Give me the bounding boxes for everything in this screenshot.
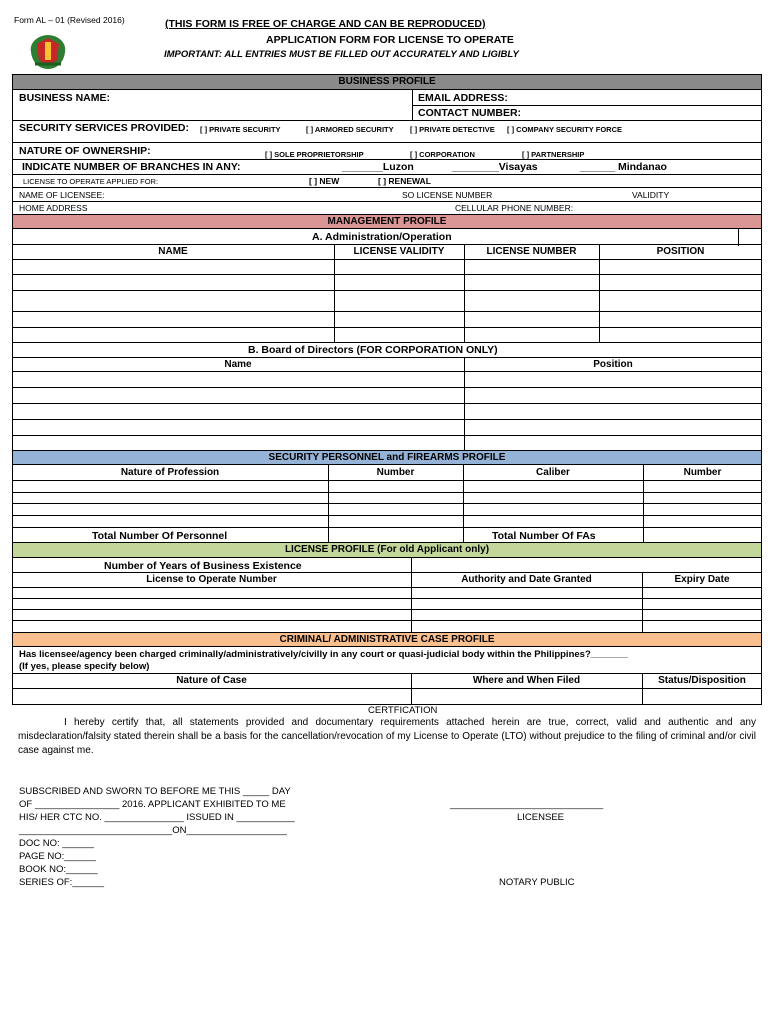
certification-body: I hereby certify that, all statements provided and documentary requirements attached herein are true, correct, valid and authentic and any misdeclaration/falsity stated therein shall be a basis for the cancellation/revocation of my License to Operate (LTO) without prejudice to the filing of criminal and/or civil case against me. (18, 717, 756, 756)
cellphone-field[interactable]: CELLULAR PHONE NUMBER: (455, 203, 574, 213)
ownership-label: NATURE OF OWNERSHIP: (19, 145, 151, 157)
lto-label: LICENSE TO OPERATE APPLIED FOR: (23, 177, 159, 186)
total-personnel-label: Total Number Of Personnel (92, 530, 228, 542)
doc-no-field[interactable]: DOC NO: ______ (19, 838, 94, 849)
col-license-number: LICENSE NUMBER (486, 246, 577, 257)
branches-luzon[interactable]: _______Luzon (342, 161, 414, 173)
notary-line-3: HIS/ HER CTC NO. _______________ ISSUED IN ___________ (19, 812, 295, 823)
ownership-opt-corporation[interactable]: [ ] CORPORATION (410, 150, 475, 159)
so-license-field[interactable]: SO LICENSE NUMBER (402, 190, 493, 200)
col-lto-number: License to Operate Number (146, 574, 277, 585)
certification-title: CERTFICATION (368, 705, 438, 716)
branches-label: INDICATE NUMBER OF BRANCHES IN ANY: (22, 161, 241, 173)
col-personnel-number: Number (376, 467, 415, 478)
col-where-when-filed: Where and When Filed (472, 675, 581, 686)
col-firearms-number: Number (683, 467, 722, 478)
lto-opt-new[interactable]: [ ] NEW (309, 176, 340, 186)
notary-line-2: OF ________________ 2016. APPLICANT EXHIBITED TO ME (19, 799, 286, 810)
validity-field[interactable]: VALIDITY (632, 190, 670, 200)
col-nature-profession: Nature of Profession (120, 467, 220, 478)
criminal-question[interactable]: Has licensee/agency been charged criminally/administratively/civilly in any court or quasi-judicial body within the Philippines?_______ (19, 649, 628, 660)
notary-line-1: SUBSCRIBED AND SWORN TO BEFORE ME THIS _____ DAY (19, 786, 291, 797)
business-name-field[interactable]: BUSINESS NAME: (19, 92, 111, 104)
licensee-label: LICENSEE (517, 812, 564, 823)
book-no-field[interactable]: BOOK NO:______ (19, 864, 98, 875)
services-label: SECURITY SERVICES PROVIDED: (19, 122, 189, 134)
services-opt-armored-security[interactable]: [ ] ARMORED SECURITY (306, 125, 394, 134)
notary-line-4: _____________________________ON___________________ (19, 825, 287, 836)
services-opt-private-security[interactable]: [ ] PRIVATE SECURITY (200, 125, 281, 134)
form-code: Form AL – 01 (Revised 2016) (14, 15, 125, 25)
lto-opt-renewal[interactable]: [ ] RENEWAL (378, 176, 431, 186)
business-profile-band: BUSINESS PROFILE (12, 74, 762, 90)
licensee-signature-line[interactable]: _____________________________ (450, 799, 604, 810)
col-caliber: Caliber (536, 467, 570, 478)
col-position: POSITION (656, 246, 705, 257)
branches-mindanao[interactable]: ______ Mindanao (580, 161, 667, 173)
ownership-opt-partnership[interactable]: [ ] PARTNERSHIP (522, 150, 585, 159)
licensee-name-field[interactable]: NAME OF LICENSEE: (19, 190, 105, 200)
ownership-opt-sole[interactable]: [ ] SOLE PROPRIETORSHIP (265, 150, 364, 159)
branches-visayas[interactable]: ________Visayas (452, 161, 538, 173)
notary-public-label: NOTARY PUBLIC (499, 877, 575, 888)
form-title: APPLICATION FORM FOR LICENSE TO OPERATE (266, 34, 514, 46)
col-status-disposition: Status/Disposition (658, 675, 746, 686)
criminal-profile-band: CRIMINAL/ ADMINISTRATIVE CASE PROFILE (12, 632, 762, 647)
col-name: NAME (158, 246, 188, 257)
page-no-field[interactable]: PAGE NO:______ (19, 851, 96, 862)
email-field[interactable]: EMAIL ADDRESS: (418, 92, 508, 104)
col-authority-date: Authority and Date Granted (461, 574, 592, 585)
col-expiry-date: Expiry Date (674, 574, 730, 585)
free-notice: (THIS FORM IS FREE OF CHARGE AND CAN BE REPRODUCED) (165, 18, 486, 30)
personnel-profile-band: SECURITY PERSONNEL and FIREARMS PROFILE (12, 450, 762, 465)
admin-operation-heading: A. Administration/Operation (312, 231, 452, 243)
criminal-ifyes-note: (If yes, please specify below) (19, 661, 150, 672)
pnp-seal-icon (27, 32, 69, 72)
services-opt-company-security[interactable]: [ ] COMPANY SECURITY FORCE (507, 125, 623, 134)
contact-number-field[interactable]: CONTACT NUMBER: (418, 107, 522, 119)
board-directors-heading: B. Board of Directors (FOR CORPORATION ONLY) (248, 344, 498, 356)
col-license-validity: LICENSE VALIDITY (353, 246, 445, 257)
years-existence-label: Number of Years of Business Existence (104, 560, 302, 572)
col-nature-case: Nature of Case (176, 675, 247, 686)
services-opt-private-detective[interactable]: [ ] PRIVATE DETECTIVE (410, 125, 495, 134)
license-profile-band: LICENSE PROFILE (For old Applicant only) (12, 542, 762, 558)
total-firearms-label: Total Number Of FAs (492, 530, 596, 542)
home-address-field[interactable]: HOME ADDRESS (19, 203, 88, 213)
management-profile-band: MANAGEMENT PROFILE (12, 214, 762, 229)
col-board-name: Name (224, 359, 252, 370)
col-board-position: Position (593, 359, 633, 370)
important-note: IMPORTANT: ALL ENTRIES MUST BE FILLED OUT ACCURATELY AND LIGIBLY (164, 49, 519, 60)
series-of-field[interactable]: SERIES OF:______ (19, 877, 105, 888)
